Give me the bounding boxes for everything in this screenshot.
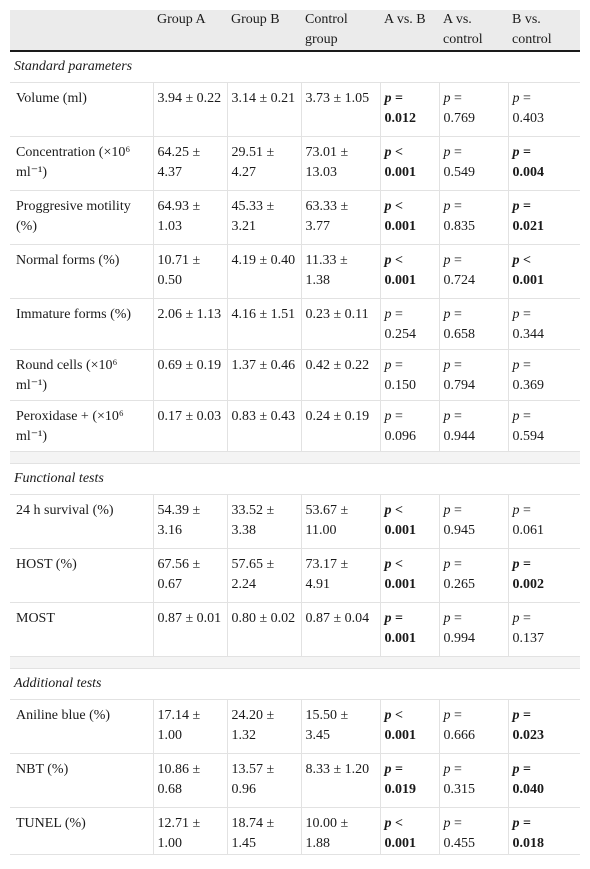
- p-b-vs-control-operator: p =: [512, 502, 531, 518]
- group-b-value-text: 45.33 ± 3.21: [231, 198, 275, 234]
- table-row: [10, 807, 580, 854]
- p-a-vs-control-operator: p =: [443, 408, 462, 424]
- group-a-value: [153, 244, 227, 298]
- p-a-vs-control: [439, 298, 508, 349]
- header-b-vs-control: B vs. control: [508, 10, 580, 51]
- p-a-vs-control: [439, 699, 508, 753]
- control-value: [301, 349, 380, 400]
- group-b-value: [227, 753, 301, 807]
- control-value: [301, 244, 380, 298]
- control-value: [301, 82, 380, 136]
- group-a-value: [153, 548, 227, 602]
- p-a-vs-control-operator: p =: [443, 815, 462, 831]
- p-b-vs-control: [508, 349, 580, 400]
- control-value-text: 63.33 ± 3.77: [305, 198, 349, 234]
- p-b-vs-control-operator: p =: [512, 306, 531, 322]
- table-row: [10, 602, 580, 656]
- group-b-value-text: 0.83 ± 0.43: [231, 408, 296, 424]
- p-b-vs-control-operator: p <: [512, 252, 531, 268]
- p-a-vs-control-value: 0.315: [443, 781, 475, 797]
- p-b-vs-control: [508, 548, 580, 602]
- group-a-value: [153, 400, 227, 451]
- p-b-vs-control-value: 0.001: [512, 272, 544, 288]
- p-a-vs-b: [380, 807, 439, 854]
- group-a-value-text: 0.17 ± 0.03: [157, 408, 222, 424]
- p-a-vs-control: [439, 807, 508, 854]
- group-b-value-text: 0.80 ± 0.02: [231, 610, 296, 626]
- control-value: [301, 602, 380, 656]
- p-a-vs-control-value: 0.835: [443, 218, 475, 234]
- group-a-value: [153, 494, 227, 548]
- row-label-text: TUNEL (%): [16, 815, 86, 831]
- p-a-vs-control-value: 0.455: [443, 835, 475, 851]
- p-a-vs-b: [380, 298, 439, 349]
- group-a-value: [153, 190, 227, 244]
- table-row: [10, 400, 580, 451]
- p-a-vs-b-operator: p <: [384, 502, 403, 518]
- row-label: [10, 244, 153, 298]
- p-b-vs-control: [508, 136, 580, 190]
- row-label: [10, 190, 153, 244]
- p-a-vs-control: [439, 349, 508, 400]
- group-a-value: [153, 136, 227, 190]
- control-value-text: 3.73 ± 1.05: [305, 90, 370, 106]
- group-b-value-text: 18.74 ± 1.45: [231, 815, 275, 851]
- table-row: [10, 548, 580, 602]
- group-a-value-text: 10.71 ± 0.50: [157, 252, 201, 288]
- group-b-value: [227, 494, 301, 548]
- group-b-value: [227, 807, 301, 854]
- control-value-text: 0.24 ± 0.19: [305, 408, 370, 424]
- control-value: [301, 136, 380, 190]
- p-b-vs-control-value: 0.344: [512, 326, 544, 342]
- section-title: Functional tests: [10, 463, 580, 494]
- row-label-text: 24 h survival (%): [16, 502, 114, 518]
- group-b-value-text: 3.14 ± 0.21: [231, 90, 296, 106]
- table-row: [10, 699, 580, 753]
- row-label-text: Aniline blue (%): [16, 707, 111, 723]
- table-row: [10, 82, 580, 136]
- control-value: [301, 753, 380, 807]
- p-b-vs-control-operator: p =: [512, 556, 531, 572]
- header-group-a: Group A: [153, 10, 227, 51]
- p-a-vs-control-operator: p =: [443, 556, 462, 572]
- p-b-vs-control-value: 0.018: [512, 835, 544, 851]
- p-a-vs-b-operator: p <: [384, 556, 403, 572]
- p-a-vs-b-operator: p =: [384, 306, 403, 322]
- section-title: Additional tests: [10, 668, 580, 699]
- p-a-vs-control-operator: p =: [443, 502, 462, 518]
- row-label: [10, 82, 153, 136]
- group-b-value: [227, 400, 301, 451]
- control-value: [301, 190, 380, 244]
- group-b-value: [227, 548, 301, 602]
- section-header-row: [10, 51, 580, 82]
- row-label: [10, 548, 153, 602]
- p-a-vs-control-operator: p =: [443, 707, 462, 723]
- p-b-vs-control: [508, 400, 580, 451]
- table-row: [10, 244, 580, 298]
- p-b-vs-control: [508, 494, 580, 548]
- control-value-text: 0.42 ± 0.22: [305, 357, 370, 373]
- p-b-vs-control-value: 0.004: [512, 164, 544, 180]
- row-label: [10, 602, 153, 656]
- control-value: [301, 699, 380, 753]
- p-a-vs-control-value: 0.945: [443, 522, 475, 538]
- p-b-vs-control-operator: p =: [512, 408, 531, 424]
- p-a-vs-b-value: 0.001: [384, 576, 416, 592]
- row-label: [10, 400, 153, 451]
- section-header-row: [10, 463, 580, 494]
- p-a-vs-b: [380, 753, 439, 807]
- control-value-text: 15.50 ± 3.45: [305, 707, 349, 743]
- p-a-vs-b-operator: p =: [384, 357, 403, 373]
- group-b-value: [227, 82, 301, 136]
- p-b-vs-control: [508, 298, 580, 349]
- p-b-vs-control-value: 0.023: [512, 727, 544, 743]
- row-label-text: NBT (%): [16, 761, 69, 777]
- header-parameter: [10, 10, 153, 51]
- p-a-vs-b-operator: p <: [384, 707, 403, 723]
- group-b-value-text: 4.16 ± 1.51: [231, 306, 296, 322]
- p-a-vs-b: [380, 494, 439, 548]
- control-value-text: 0.87 ± 0.04: [305, 610, 370, 626]
- p-a-vs-b: [380, 349, 439, 400]
- table-row: [10, 190, 580, 244]
- p-b-vs-control: [508, 602, 580, 656]
- p-a-vs-control-operator: p =: [443, 761, 462, 777]
- p-a-vs-control-operator: p =: [443, 610, 462, 626]
- p-b-vs-control-value: 0.403: [512, 110, 544, 126]
- group-a-value: [153, 753, 227, 807]
- p-a-vs-control-value: 0.769: [443, 110, 475, 126]
- group-b-value: [227, 699, 301, 753]
- p-a-vs-b-value: 0.012: [384, 110, 416, 126]
- group-a-value: [153, 82, 227, 136]
- control-value-text: 53.67 ± 11.00: [305, 502, 349, 538]
- group-b-value-text: 33.52 ± 3.38: [231, 502, 275, 538]
- group-b-value: [227, 244, 301, 298]
- group-a-value-text: 0.87 ± 0.01: [157, 610, 222, 626]
- row-label-text: Concentration (×10⁶ ml⁻¹): [16, 144, 131, 180]
- p-a-vs-b-operator: p <: [384, 198, 403, 214]
- p-a-vs-control-operator: p =: [443, 357, 462, 373]
- p-b-vs-control-operator: p =: [512, 198, 531, 214]
- group-a-value-text: 12.71 ± 1.00: [157, 815, 201, 851]
- header-a-vs-control: A vs. control: [439, 10, 508, 51]
- p-a-vs-b-operator: p <: [384, 252, 403, 268]
- row-label: [10, 699, 153, 753]
- table-header: [10, 10, 580, 51]
- p-a-vs-b-value: 0.150: [384, 377, 416, 393]
- control-value: [301, 548, 380, 602]
- group-a-value-text: 54.39 ± 3.16: [157, 502, 201, 538]
- group-b-value-text: 24.20 ± 1.32: [231, 707, 275, 743]
- p-a-vs-b: [380, 548, 439, 602]
- p-b-vs-control-value: 0.021: [512, 218, 544, 234]
- p-a-vs-control-value: 0.549: [443, 164, 475, 180]
- table-row: [10, 298, 580, 349]
- p-a-vs-b-value: 0.001: [384, 727, 416, 743]
- p-a-vs-control: [439, 400, 508, 451]
- p-b-vs-control-operator: p =: [512, 761, 531, 777]
- p-a-vs-control-operator: p =: [443, 90, 462, 106]
- p-a-vs-control: [439, 82, 508, 136]
- row-label-text: Proggresive motility (%): [16, 198, 131, 234]
- group-b-value: [227, 298, 301, 349]
- group-a-value-text: 0.69 ± 0.19: [157, 357, 222, 373]
- p-b-vs-control-operator: p =: [512, 90, 531, 106]
- p-a-vs-control-value: 0.666: [443, 727, 475, 743]
- p-a-vs-control-value: 0.265: [443, 576, 475, 592]
- p-a-vs-b-operator: p =: [384, 761, 403, 777]
- p-a-vs-control: [439, 136, 508, 190]
- p-a-vs-b: [380, 82, 439, 136]
- row-label: [10, 494, 153, 548]
- section-header-row: [10, 668, 580, 699]
- group-a-value-text: 64.93 ± 1.03: [157, 198, 201, 234]
- p-b-vs-control-value: 0.369: [512, 377, 544, 393]
- control-value: [301, 807, 380, 854]
- p-a-vs-b-value: 0.019: [384, 781, 416, 797]
- p-b-vs-control-value: 0.061: [512, 522, 544, 538]
- p-b-vs-control: [508, 753, 580, 807]
- p-b-vs-control: [508, 807, 580, 854]
- p-a-vs-control: [439, 548, 508, 602]
- group-a-value: [153, 699, 227, 753]
- group-b-value-text: 1.37 ± 0.46: [231, 357, 296, 373]
- header-group-b: Group B: [227, 10, 301, 51]
- p-a-vs-b: [380, 699, 439, 753]
- p-a-vs-b-operator: p =: [384, 408, 403, 424]
- group-b-value-text: 29.51 ± 4.27: [231, 144, 275, 180]
- p-b-vs-control-value: 0.002: [512, 576, 544, 592]
- control-value-text: 0.23 ± 0.11: [305, 306, 369, 322]
- row-label: [10, 136, 153, 190]
- p-b-vs-control: [508, 699, 580, 753]
- group-b-value: [227, 602, 301, 656]
- control-value-text: 73.01 ± 13.03: [305, 144, 349, 180]
- group-a-value-text: 67.56 ± 0.67: [157, 556, 201, 592]
- p-b-vs-control-operator: p =: [512, 707, 531, 723]
- p-a-vs-b-value: 0.254: [384, 326, 416, 342]
- row-label-text: Round cells (×10⁶ ml⁻¹): [16, 357, 118, 393]
- p-a-vs-b: [380, 190, 439, 244]
- results-table-container: [10, 10, 580, 855]
- p-a-vs-control-operator: p =: [443, 252, 462, 268]
- group-a-value: [153, 602, 227, 656]
- control-value-text: 8.33 ± 1.20: [305, 761, 370, 777]
- p-a-vs-b-value: 0.001: [384, 835, 416, 851]
- p-a-vs-control-value: 0.794: [443, 377, 475, 393]
- row-label: [10, 753, 153, 807]
- group-b-value-text: 13.57 ± 0.96: [231, 761, 275, 797]
- group-a-value: [153, 298, 227, 349]
- p-a-vs-control: [439, 244, 508, 298]
- p-a-vs-control: [439, 753, 508, 807]
- p-a-vs-control-operator: p =: [443, 198, 462, 214]
- p-a-vs-control: [439, 494, 508, 548]
- p-b-vs-control: [508, 82, 580, 136]
- control-value: [301, 298, 380, 349]
- row-label-text: Peroxidase + (×10⁶ ml⁻¹): [16, 408, 124, 444]
- group-a-value-text: 10.86 ± 0.68: [157, 761, 201, 797]
- p-a-vs-b-value: 0.001: [384, 630, 416, 646]
- p-b-vs-control: [508, 190, 580, 244]
- header-row: [10, 10, 580, 51]
- control-value-text: 11.33 ± 1.38: [305, 252, 348, 288]
- p-b-vs-control: [508, 244, 580, 298]
- p-a-vs-b: [380, 400, 439, 451]
- spacer-cell: [10, 656, 580, 668]
- spacer-cell: [10, 451, 580, 463]
- row-label: [10, 298, 153, 349]
- group-a-value-text: 17.14 ± 1.00: [157, 707, 201, 743]
- p-b-vs-control-value: 0.594: [512, 428, 544, 444]
- p-a-vs-b: [380, 244, 439, 298]
- row-label-text: MOST: [16, 610, 55, 626]
- p-a-vs-b: [380, 136, 439, 190]
- p-a-vs-b: [380, 602, 439, 656]
- p-a-vs-control-value: 0.658: [443, 326, 475, 342]
- p-a-vs-b-operator: p =: [384, 90, 403, 106]
- section-spacer: [10, 451, 580, 463]
- p-a-vs-b-value: 0.001: [384, 272, 416, 288]
- p-b-vs-control-operator: p =: [512, 815, 531, 831]
- row-label-text: Immature forms (%): [16, 306, 132, 322]
- p-a-vs-control-operator: p =: [443, 306, 462, 322]
- group-a-value-text: 64.25 ± 4.37: [157, 144, 201, 180]
- row-label-text: Volume (ml): [16, 90, 87, 106]
- table-row: [10, 349, 580, 400]
- group-b-value: [227, 349, 301, 400]
- p-a-vs-control-value: 0.944: [443, 428, 475, 444]
- header-a-vs-b: A vs. B: [380, 10, 439, 51]
- section-spacer: [10, 656, 580, 668]
- p-a-vs-b-operator: p <: [384, 144, 403, 160]
- p-a-vs-control-value: 0.994: [443, 630, 475, 646]
- group-b-value-text: 57.65 ± 2.24: [231, 556, 275, 592]
- control-value-text: 10.00 ± 1.88: [305, 815, 349, 851]
- p-b-vs-control-operator: p =: [512, 610, 531, 626]
- p-a-vs-b-operator: p <: [384, 815, 403, 831]
- row-label: [10, 349, 153, 400]
- control-value: [301, 494, 380, 548]
- group-a-value-text: 2.06 ± 1.13: [157, 306, 222, 322]
- row-label-text: Normal forms (%): [16, 252, 120, 268]
- group-b-value: [227, 136, 301, 190]
- table-body: [10, 51, 580, 854]
- table-row: [10, 136, 580, 190]
- p-b-vs-control-operator: p =: [512, 144, 531, 160]
- p-a-vs-b-value: 0.001: [384, 164, 416, 180]
- p-b-vs-control-operator: p =: [512, 357, 531, 373]
- p-a-vs-b-operator: p =: [384, 610, 403, 626]
- table-row: [10, 753, 580, 807]
- p-a-vs-control-operator: p =: [443, 144, 462, 160]
- results-table: [10, 10, 580, 855]
- group-a-value-text: 3.94 ± 0.22: [157, 90, 222, 106]
- control-value-text: 73.17 ± 4.91: [305, 556, 349, 592]
- group-b-value: [227, 190, 301, 244]
- p-a-vs-b-value: 0.096: [384, 428, 416, 444]
- p-a-vs-control: [439, 602, 508, 656]
- group-a-value: [153, 807, 227, 854]
- row-label: [10, 807, 153, 854]
- p-b-vs-control-value: 0.137: [512, 630, 544, 646]
- p-a-vs-control: [439, 190, 508, 244]
- header-control-group: Control group: [301, 10, 380, 51]
- table-row: [10, 494, 580, 548]
- p-b-vs-control-value: 0.040: [512, 781, 544, 797]
- p-a-vs-control-value: 0.724: [443, 272, 475, 288]
- section-title: Standard parameters: [10, 51, 580, 82]
- control-value: [301, 400, 380, 451]
- row-label-text: HOST (%): [16, 556, 77, 572]
- p-a-vs-b-value: 0.001: [384, 218, 416, 234]
- group-a-value: [153, 349, 227, 400]
- p-a-vs-b-value: 0.001: [384, 522, 416, 538]
- group-b-value-text: 4.19 ± 0.40: [231, 252, 296, 268]
